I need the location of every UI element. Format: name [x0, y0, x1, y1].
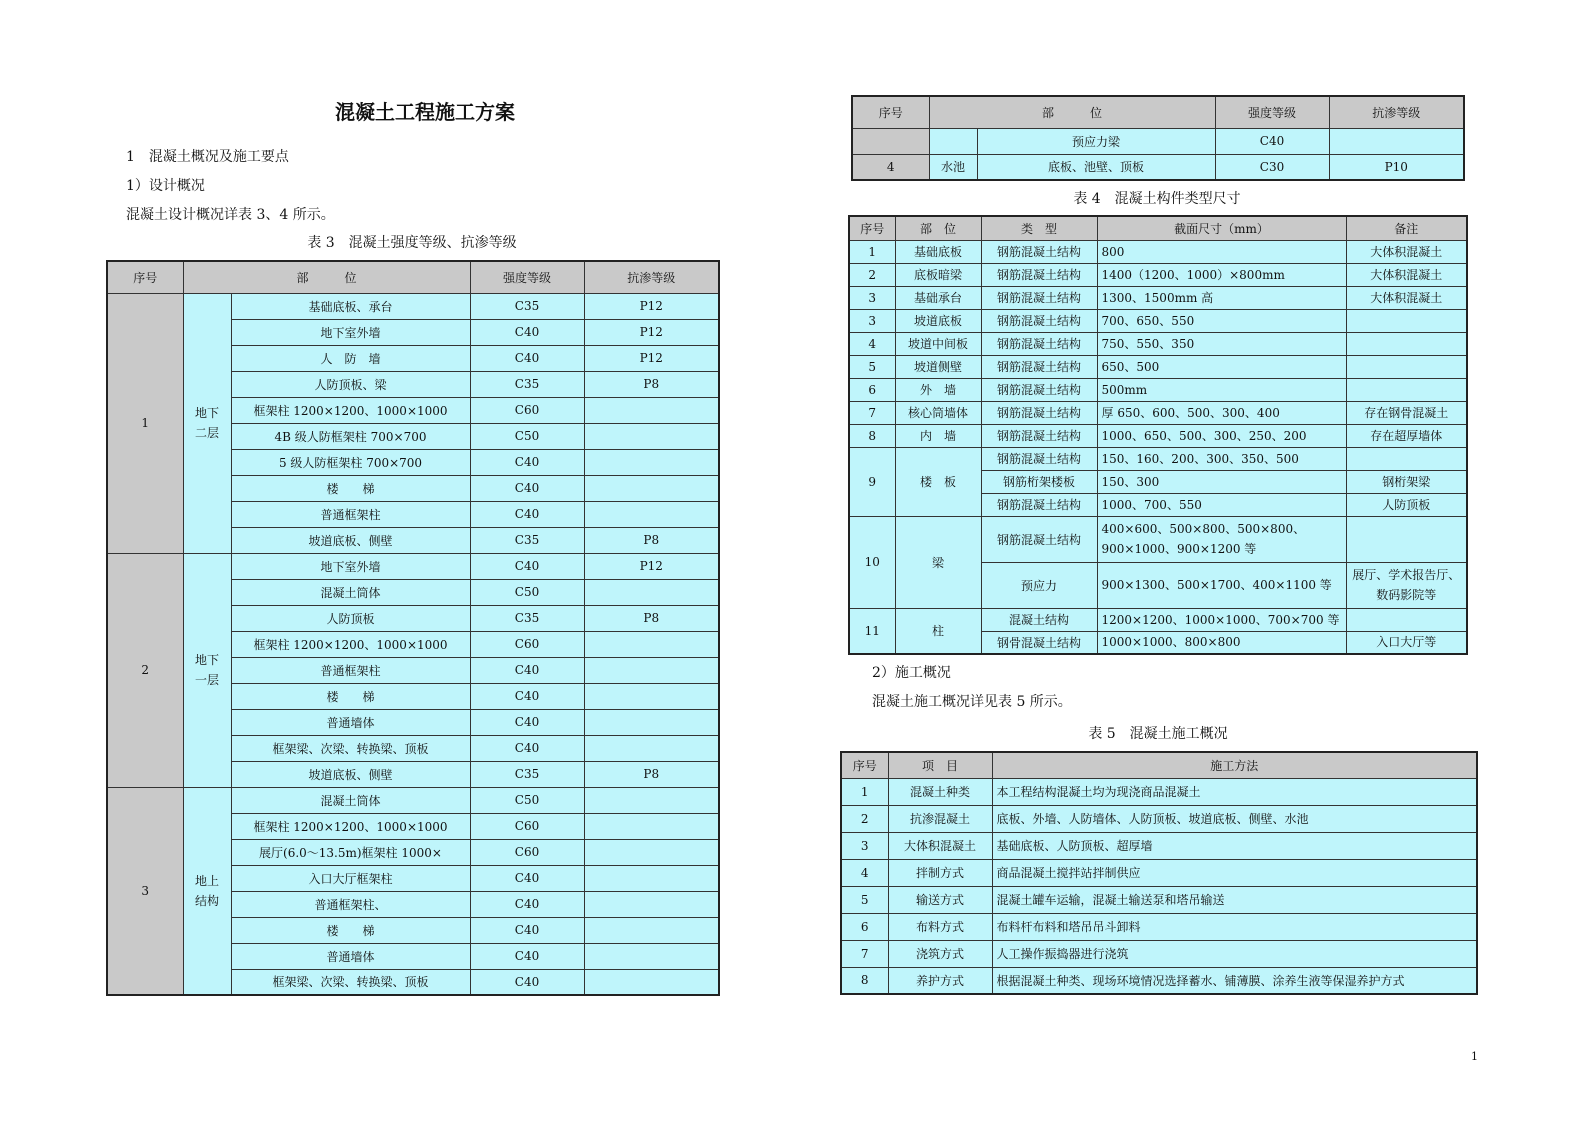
cell-type: 钢筋混凝土结构 [981, 424, 1097, 447]
table-row [841, 913, 1477, 940]
cell-no: 11 [849, 608, 895, 654]
cell-size: 1300、1500mm 高 [1097, 286, 1346, 309]
cell-type: 钢筋混凝土结构 [981, 516, 1097, 562]
cell-no: 3 [107, 787, 183, 995]
cell-item: 输送方式 [888, 886, 992, 913]
cell-type: 预应力 [981, 562, 1097, 608]
table3-header-row [107, 261, 719, 293]
cell-part: 地下室外墙 [231, 553, 470, 579]
cell-no: 1 [849, 240, 895, 263]
cell-perm: P8 [584, 527, 719, 553]
cell-part: 楼 梯 [231, 475, 470, 501]
cell-no: 1 [107, 293, 183, 553]
cell-perm [584, 943, 719, 969]
table4-body [849, 240, 1467, 654]
cell-grade: C50 [470, 579, 584, 605]
cell-type: 钢筋混凝土结构 [981, 286, 1097, 309]
cell-item: 大体积混凝土 [888, 832, 992, 859]
table4-header-type: 类 型 [981, 216, 1097, 240]
cell-method: 商品混凝土搅拌站拌制供应 [992, 859, 1477, 886]
cell-type: 钢筋桁架楼板 [981, 470, 1097, 493]
cell-grade: C40 [470, 683, 584, 709]
cell-note: 钢桁架梁 [1346, 470, 1467, 493]
cell-zone: 地下二层 [183, 293, 231, 553]
cell-grade: C40 [470, 449, 584, 475]
cell-part: 地下室外墙 [231, 319, 470, 345]
doc-title: 混凝土工程施工方案 [335, 100, 515, 124]
table5-body [841, 778, 1477, 994]
table3c-header-part: 部 位 [929, 96, 1215, 128]
section-heading: 1 混凝土概况及施工要点 [126, 149, 289, 165]
cell-perm [584, 839, 719, 865]
cell-method: 人工操作振捣器进行浇筑 [992, 940, 1477, 967]
page-number: 1 [1471, 1050, 1478, 1063]
cell-size: 500mm [1097, 378, 1346, 401]
cell-part: 楼 梯 [231, 683, 470, 709]
table-row [852, 128, 1464, 154]
cell-grade: C40 [470, 501, 584, 527]
cell-note [1346, 608, 1467, 631]
cell-note [1346, 355, 1467, 378]
cell-part: 坡道中间板 [895, 332, 981, 355]
cell-perm [584, 683, 719, 709]
cell-grade: C40 [1215, 128, 1329, 154]
cell-grade: C40 [470, 735, 584, 761]
table4-caption: 表 4 混凝土构件类型尺寸 [1073, 191, 1241, 207]
cell-note: 大体积混凝土 [1346, 263, 1467, 286]
table-row [849, 401, 1467, 424]
table4 [848, 215, 1468, 655]
subsection-construction: 2）施工概况 [872, 665, 951, 681]
cell-perm [584, 657, 719, 683]
table3-header-part: 部 位 [183, 261, 470, 293]
subsection-design: 1）设计概况 [126, 178, 205, 194]
cell-zone: 地上结构 [183, 787, 231, 995]
cell-part: 坡道底板 [895, 309, 981, 332]
cell-type: 钢筋混凝土结构 [981, 493, 1097, 516]
cell-perm [584, 865, 719, 891]
table3-header-grade: 强度等级 [470, 261, 584, 293]
cell-perm: P12 [584, 345, 719, 371]
cell-perm: P12 [584, 293, 719, 319]
table4-header-part: 部 位 [895, 216, 981, 240]
table4-header-note: 备注 [1346, 216, 1467, 240]
cell-no: 3 [849, 286, 895, 309]
table-row [107, 293, 719, 319]
cell-perm [584, 969, 719, 995]
cell-grade: C50 [470, 423, 584, 449]
cell-no: 6 [841, 913, 888, 940]
cell-perm [584, 579, 719, 605]
cell-part: 人防顶板 [231, 605, 470, 631]
cell-part: 基础承台 [895, 286, 981, 309]
cell-part: 5 级人防框架柱 700×700 [231, 449, 470, 475]
cell-grade: C40 [470, 709, 584, 735]
cell-part: 框架梁、次梁、转换梁、顶板 [231, 969, 470, 995]
cell-part: 外 墙 [895, 378, 981, 401]
table-row [841, 886, 1477, 913]
table-row [841, 832, 1477, 859]
cell-method: 根据混凝土种类、现场环境情况选择蓄水、铺薄膜、涂养生液等保湿养护方式 [992, 967, 1477, 994]
cell-no: 7 [849, 401, 895, 424]
cell-note: 大体积混凝土 [1346, 240, 1467, 263]
cell-note [1346, 309, 1467, 332]
cell-note [1346, 447, 1467, 470]
cell-perm [584, 891, 719, 917]
cell-part: 基础底板、承台 [231, 293, 470, 319]
cell-part: 内 墙 [895, 424, 981, 447]
cell-note: 人防顶板 [1346, 493, 1467, 516]
cell-item: 浇筑方式 [888, 940, 992, 967]
cell-grade: C35 [470, 761, 584, 787]
cell-no: 3 [841, 832, 888, 859]
cell-size: 1000、650、500、300、250、200 [1097, 424, 1346, 447]
cell-note [1346, 516, 1467, 562]
design-paragraph: 混凝土设计概况详表 3、4 所示。 [126, 207, 335, 223]
cell-grade: C40 [470, 319, 584, 345]
cell-perm [584, 397, 719, 423]
cell-note: 存在钢骨混凝土 [1346, 401, 1467, 424]
cell-grade: C40 [470, 657, 584, 683]
table3 [106, 260, 720, 996]
cell-part: 楼 板 [895, 447, 981, 516]
table-row [849, 447, 1467, 470]
construction-paragraph: 混凝土施工概况详见表 5 所示。 [872, 694, 1072, 710]
cell-part: 柱 [895, 608, 981, 654]
table3-body [107, 293, 719, 995]
cell-size: 1000×1000、800×800 [1097, 631, 1346, 654]
cell-grade: C40 [470, 865, 584, 891]
table-row [849, 332, 1467, 355]
table-row [849, 309, 1467, 332]
cell-grade: C60 [470, 397, 584, 423]
cell-no: 6 [849, 378, 895, 401]
cell-no: 2 [841, 805, 888, 832]
cell-part: 普通框架柱 [231, 657, 470, 683]
table-row [841, 967, 1477, 994]
cell-no: 4 [841, 859, 888, 886]
table-row [107, 553, 719, 579]
cell-grade: C35 [470, 371, 584, 397]
cell-size: 150、300 [1097, 470, 1346, 493]
cell-perm [584, 501, 719, 527]
cell-perm [584, 631, 719, 657]
table3c-header-grade: 强度等级 [1215, 96, 1329, 128]
cell-type: 钢筋混凝土结构 [981, 240, 1097, 263]
cell-item: 养护方式 [888, 967, 992, 994]
cell-type: 混凝土结构 [981, 608, 1097, 631]
cell-zone: 地下一层 [183, 553, 231, 787]
cell-part: 人防顶板、梁 [231, 371, 470, 397]
table3-header-no: 序号 [107, 261, 183, 293]
table-row [841, 805, 1477, 832]
cell-perm [1329, 128, 1464, 154]
cell-part: 核心筒墙体 [895, 401, 981, 424]
table5-caption: 表 5 混凝土施工概况 [1088, 726, 1228, 742]
cell-size: 1000、700、550 [1097, 493, 1346, 516]
cell-method: 底板、外墙、人防墙体、人防顶板、坡道底板、侧壁、水池 [992, 805, 1477, 832]
table5-header-item: 项 目 [888, 752, 992, 778]
cell-no: 2 [849, 263, 895, 286]
cell-perm: P12 [584, 553, 719, 579]
cell-part: 坡道底板、侧壁 [231, 761, 470, 787]
cell-part: 普通框架柱 [231, 501, 470, 527]
cell-note [1346, 332, 1467, 355]
table3-header-perm: 抗渗等级 [584, 261, 719, 293]
cell-no: 4 [849, 332, 895, 355]
cell-grade: C40 [470, 345, 584, 371]
cell-item: 抗渗混凝土 [888, 805, 992, 832]
table4-header-size: 截面尺寸（mm） [1097, 216, 1346, 240]
cell-part: 底板暗梁 [895, 263, 981, 286]
cell-type: 钢筋混凝土结构 [981, 447, 1097, 470]
cell-grade: C40 [470, 917, 584, 943]
cell-grade: C60 [470, 631, 584, 657]
cell-perm [584, 787, 719, 813]
cell-note: 存在超厚墙体 [1346, 424, 1467, 447]
cell-grade: C60 [470, 839, 584, 865]
cell-type: 钢筋混凝土结构 [981, 332, 1097, 355]
cell-part: 底板、池壁、顶板 [977, 154, 1215, 180]
cell-perm [584, 735, 719, 761]
cell-zone: 水池 [929, 154, 977, 180]
cell-grade: C30 [1215, 154, 1329, 180]
table5-header-row [841, 752, 1477, 778]
table5-header-method: 施工方法 [992, 752, 1477, 778]
cell-zone [929, 128, 977, 154]
cell-part: 框架梁、次梁、转换梁、顶板 [231, 735, 470, 761]
cell-perm [584, 475, 719, 501]
cell-grade: C40 [470, 891, 584, 917]
cell-perm: P8 [584, 371, 719, 397]
cell-part: 4B 级人防框架柱 700×700 [231, 423, 470, 449]
cell-no: 4 [852, 154, 929, 180]
cell-part: 混凝土筒体 [231, 579, 470, 605]
cell-part: 框架柱 1200×1200、1000×1000 [231, 631, 470, 657]
table-row [849, 355, 1467, 378]
cell-method: 基础底板、人防顶板、超厚墙 [992, 832, 1477, 859]
table4-header-row [849, 216, 1467, 240]
table-row [849, 286, 1467, 309]
table3c-header-no: 序号 [852, 96, 929, 128]
table3c-header-row [852, 96, 1464, 128]
cell-no [852, 128, 929, 154]
cell-size: 1200×1200、1000×1000、700×700 等 [1097, 608, 1346, 631]
table3c-header-perm: 抗渗等级 [1329, 96, 1464, 128]
cell-type: 钢筋混凝土结构 [981, 401, 1097, 424]
table-row [841, 940, 1477, 967]
cell-size: 厚 650、600、500、300、400 [1097, 401, 1346, 424]
table-row [849, 263, 1467, 286]
cell-grade: C40 [470, 943, 584, 969]
cell-item: 拌制方式 [888, 859, 992, 886]
cell-note: 展厅、学术报告厅、数码影院等 [1346, 562, 1467, 608]
table4-header-no: 序号 [849, 216, 895, 240]
cell-note [1346, 378, 1467, 401]
cell-item: 布料方式 [888, 913, 992, 940]
cell-item: 混凝土种类 [888, 778, 992, 805]
cell-perm: P8 [584, 761, 719, 787]
cell-size: 900×1300、500×1700、400×1100 等 [1097, 562, 1346, 608]
cell-method: 布料杆布料和塔吊吊斗卸料 [992, 913, 1477, 940]
cell-perm: P10 [1329, 154, 1464, 180]
cell-perm [584, 813, 719, 839]
table3-continued [851, 95, 1465, 181]
cell-grade: C40 [470, 553, 584, 579]
cell-method: 混凝土罐车运输，混凝土输送泵和塔吊输送 [992, 886, 1477, 913]
cell-grade: C40 [470, 475, 584, 501]
cell-part: 基础底板 [895, 240, 981, 263]
cell-no: 8 [841, 967, 888, 994]
cell-no: 7 [841, 940, 888, 967]
cell-part: 入口大厅框架柱 [231, 865, 470, 891]
table-row [849, 424, 1467, 447]
table3-caption: 表 3 混凝土强度等级、抗渗等级 [307, 235, 517, 251]
cell-part: 预应力梁 [977, 128, 1215, 154]
cell-perm [584, 449, 719, 475]
cell-grade: C40 [470, 969, 584, 995]
cell-part: 框架柱 1200×1200、1000×1000 [231, 397, 470, 423]
cell-type: 钢筋混凝土结构 [981, 263, 1097, 286]
cell-perm [584, 917, 719, 943]
cell-no: 5 [849, 355, 895, 378]
cell-size: 750、550、350 [1097, 332, 1346, 355]
cell-no: 1 [841, 778, 888, 805]
table-row [841, 778, 1477, 805]
cell-no: 9 [849, 447, 895, 516]
cell-perm: P8 [584, 605, 719, 631]
cell-part: 框架柱 1200×1200、1000×1000 [231, 813, 470, 839]
cell-part: 人 防 墙 [231, 345, 470, 371]
cell-no: 8 [849, 424, 895, 447]
cell-type: 钢骨混凝土结构 [981, 631, 1097, 654]
cell-no: 5 [841, 886, 888, 913]
cell-size: 400×600、500×800、500×800、900×1000、900×1200 等 [1097, 516, 1346, 562]
cell-type: 钢筋混凝土结构 [981, 355, 1097, 378]
table5-header-no: 序号 [841, 752, 888, 778]
cell-part: 普通墙体 [231, 943, 470, 969]
cell-part: 坡道底板、侧壁 [231, 527, 470, 553]
cell-grade: C35 [470, 293, 584, 319]
cell-perm [584, 423, 719, 449]
cell-note: 入口大厅等 [1346, 631, 1467, 654]
cell-no: 3 [849, 309, 895, 332]
table-row [849, 240, 1467, 263]
cell-part: 普通框架柱、 [231, 891, 470, 917]
cell-grade: C60 [470, 813, 584, 839]
cell-grade: C50 [470, 787, 584, 813]
cell-part: 普通墙体 [231, 709, 470, 735]
cell-part: 楼 梯 [231, 917, 470, 943]
cell-part: 坡道侧壁 [895, 355, 981, 378]
cell-size: 150、160、200、300、350、500 [1097, 447, 1346, 470]
table-row [852, 154, 1464, 180]
cell-type: 钢筋混凝土结构 [981, 378, 1097, 401]
cell-part: 梁 [895, 516, 981, 608]
cell-size: 650、500 [1097, 355, 1346, 378]
table-row [849, 378, 1467, 401]
cell-no: 2 [107, 553, 183, 787]
cell-type: 钢筋混凝土结构 [981, 309, 1097, 332]
cell-grade: C35 [470, 527, 584, 553]
table5 [840, 751, 1478, 995]
cell-note: 大体积混凝土 [1346, 286, 1467, 309]
cell-perm [584, 709, 719, 735]
table-row [849, 516, 1467, 562]
cell-grade: C35 [470, 605, 584, 631]
cell-size: 1400（1200、1000）×800mm [1097, 263, 1346, 286]
cell-size: 700、650、550 [1097, 309, 1346, 332]
cell-no: 10 [849, 516, 895, 608]
cell-size: 800 [1097, 240, 1346, 263]
cell-part: 展厅(6.0～13.5m)框架柱 1000× [231, 839, 470, 865]
table-row [841, 859, 1477, 886]
cell-method: 本工程结构混凝土均为现浇商品混凝土 [992, 778, 1477, 805]
table-row [107, 787, 719, 813]
cell-part: 混凝土筒体 [231, 787, 470, 813]
table-row [849, 608, 1467, 631]
cell-perm: P12 [584, 319, 719, 345]
